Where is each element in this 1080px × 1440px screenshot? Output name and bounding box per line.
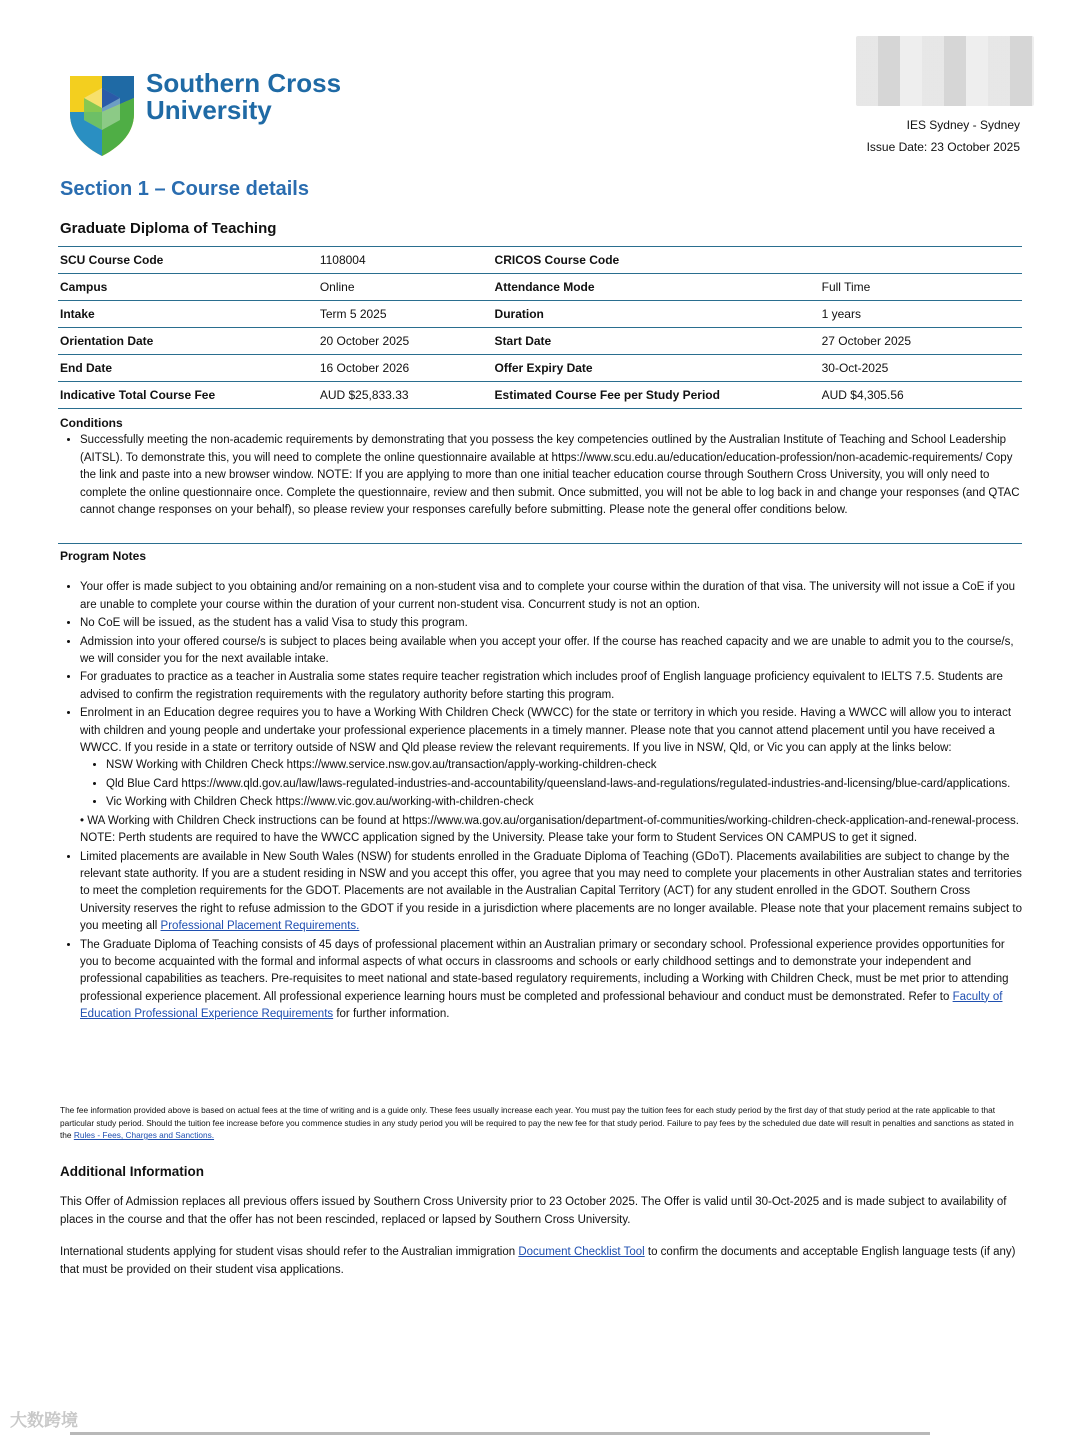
program-notes-title: Program Notes (60, 549, 147, 563)
additional-info-title: Additional Information (60, 1164, 204, 1179)
detail-value: 20 October 2025 (318, 328, 493, 355)
visa-info-text-end: to confirm the documents and acceptable English language tests (if any) that must be provided on their student visa applications. (60, 1246, 1016, 1276)
detail-value: 16 October 2026 (318, 355, 493, 382)
list-item (80, 937, 1022, 1024)
list-item (80, 705, 1022, 847)
conditions-section (60, 415, 1022, 520)
watermark: 大数跨境 (10, 1411, 78, 1430)
section-divider (58, 543, 1022, 544)
section-title: Section 1 – Course details (60, 178, 309, 200)
fee-disclaimer (60, 1104, 1020, 1142)
program-notes-list (60, 579, 1022, 1023)
conditions-list (60, 432, 1022, 519)
list-item: • NSW Working with Children Check https://www.service.nsw.gov.au/transaction/apply-working-children-check (106, 757, 1022, 774)
university-name-line1: Southern Cross (146, 68, 342, 98)
fee-disclaimer-text: The fee information provided above is based on actual fees at the time of writing and is a guide only. These fees usually increase each year. You must pay the tuition fees for each study period by the first day of that study period at the rate applicable to that particular study period. Should the tuition fee increase before you commence studies in any study period you will be required to pay the new fee for that study period. Failure to pay fees by the scheduled due date will result in penalties and sanctions as stated in the (60, 1105, 1014, 1140)
table-row (58, 247, 1022, 274)
document-checklist-link[interactable]: Document Checklist Tool (518, 1246, 645, 1258)
list-item: • For graduates to practice as a teacher in Australia some states require teacher registration which includes proof of English language proficiency equivalent to IELTS 7.5. Students are advised to confirm the registration requirements with the regulatory authority before starting this program. (80, 669, 1022, 704)
detail-label: Offer Expiry Date (493, 355, 820, 382)
fees-rules-link[interactable]: Rules - Fees, Charges and Sanctions. (73, 1130, 215, 1140)
detail-value: AUD $4,305.56 (820, 382, 1022, 409)
table-row (58, 301, 1022, 328)
visa-info-text: International students applying for student visas should refer to the Australian immigration (60, 1246, 519, 1258)
list-item: • Qld Blue Card https://www.qld.gov.au/law/laws-regulated-industries-and-accountability/queensland-laws-and-regulations/regulated-industries-and-licensing/blue-card/applications. (106, 776, 1022, 793)
detail-label: Attendance Mode (493, 274, 820, 301)
program-notes-section (60, 548, 1022, 1025)
detail-label: CRICOS Course Code (493, 247, 820, 274)
list-item: • Successfully meeting the non-academic requirements by demonstrating that you possess the key competencies outlined by the Australian Institute of Teaching and School Leadership (AITSL). To demonstrate this, you will need to complete the online questionnaire available at https://www.scu.edu.au/education/education-profession/non-academic-requirements/ Copy the link and paste into a new browser window. NOTE: If you are applying to more than one initial teacher education course through Southern Cross University, you will only need to complete the online questionnaire once. Complete the questionnaire, review and then submit. Once submitted, you will not be able to log back in and change your responses (and QTAC cannot change responses on your behalf), so please review your responses carefully before submitting. Please note the general offer conditions below. (80, 432, 1022, 519)
university-name-line2: University (146, 95, 272, 125)
detail-value: AUD $25,833.33 (318, 382, 493, 409)
wwcc-text: Enrolment in an Education degree requires you to have a Working With Children Check (WWCC) for the state or territory in which you reside. Having a WWCC will allow you to interact with children and young people and undertake your professional experience placements in a timely manner. Please note that you cannot attend placement until you have received a WWCC. If you reside in a state or territory outside of NSW and Qld please review the relevant requirements. If you live in NSW, Qld, or Vic you can apply at the links below: (80, 707, 1012, 755)
list-item: • Admission into your offered course/s is subject to places being available when you accept your offer. If the course has reached capacity and we are unable to admit you to the course/s, we will consider you for the next available intake. (80, 634, 1022, 669)
campus-location: IES Sydney - Sydney (906, 118, 1020, 132)
detail-label: Campus (58, 274, 318, 301)
table-row (58, 382, 1022, 409)
detail-label: Estimated Course Fee per Study Period (493, 382, 820, 409)
footer-line (70, 1432, 930, 1435)
list-item: • Vic Working with Children Check https://www.vic.gov.au/working-with-children-check (106, 794, 1022, 811)
table-row (58, 355, 1022, 382)
additional-info-paragraph: This Offer of Admission replaces all previous offers issued by Southern Cross University prior to 23 October 2025. The Offer is valid until 30-Oct-2025 and is made subject to availability of places in the course and that the offer has not been rescinded, replaced or lapsed by Southern Cross University. (60, 1196, 1007, 1226)
issue-date: Issue Date: 23 October 2025 (866, 140, 1020, 154)
detail-label: SCU Course Code (58, 247, 318, 274)
detail-label: Intake (58, 301, 318, 328)
header-info (867, 114, 1020, 158)
course-details-table (58, 246, 1022, 409)
course-title: Graduate Diploma of Teaching (60, 220, 277, 237)
detail-label: Orientation Date (58, 328, 318, 355)
placement-days-text: The Graduate Diploma of Teaching consists of 45 days of professional placement within an Australian primary or secondary school. Professional experience provides opportunities for you to become acquainted with the formal and informal aspects of what occurs in classrooms and schools or early childhood settings and to demonstrate your independent and professional capabilities as teachers. Pre-requisites to meet national and state-based regulatory requirements, including a Working with Children Check, must be met prior to attending professional experience placement. All professional experience learning hours must be completed and professional behaviour and conduct must be demonstrated. Refer to (80, 938, 1009, 1003)
placements-text: Limited placements are available in New South Wales (NSW) for students enrolled in the Graduate Diploma of Teaching (GDoT). Placements availabilities are subject to change by the relevant state authority. If you are a student residing in NSW and you accept this offer, you agree that you may need to complete your placements in other Australian states and territories to meet the completion requirements for the GDOT. Placements are not available in the Australian Capital Territory (ACT) for any student enrolled in the GDOT. Southern Cross University reserves the right to refuse admission to the GDOT if you reside in a jurisdiction where placements are no longer available. Please note that your placement remains subject to you meeting all (80, 850, 1022, 933)
wwcc-links-list (80, 757, 1022, 811)
table-row (58, 274, 1022, 301)
detail-value: Full Time (820, 274, 1022, 301)
university-shield-logo-icon (66, 68, 138, 156)
visa-info-paragraph (60, 1244, 1022, 1279)
faculty-experience-requirements-link[interactable]: Faculty of Education Professional Experience Requirements (80, 990, 1003, 1021)
professional-placement-requirements-link[interactable]: Professional Placement Requirements. (160, 920, 360, 933)
detail-value: 30-Oct-2025 (820, 355, 1022, 382)
detail-value: 27 October 2025 (820, 328, 1022, 355)
list-item: • No CoE will be issued, as the student has a valid Visa to study this program. (80, 615, 1022, 632)
redacted-area (856, 36, 1034, 106)
list-item (80, 849, 1022, 936)
detail-value (820, 247, 1022, 274)
list-item: • Your offer is made subject to you obtaining and/or remaining on a non-student visa and to complete your course within the duration of that visa. The university will not issue a CoE if you are unable to complete your course within the duration of your current non-student visa. Concurrent study is not an option. (80, 579, 1022, 614)
table-row (58, 328, 1022, 355)
detail-value: Term 5 2025 (318, 301, 493, 328)
wa-note: • WA Working with Children Check instructions can be found at https://www.wa.gov.au/organisation/department-of-communities/working-children-check-application-and-renewal-process. NOTE: Perth students are required to have the WWCC application signed by the University. Please take your form to Student Services ON CAMPUS to get it signed. (80, 814, 1019, 845)
placement-days-text-end: for further information. (333, 1008, 450, 1021)
detail-value: 1 years (820, 301, 1022, 328)
detail-label: Duration (493, 301, 820, 328)
detail-value: 1108004 (318, 247, 493, 274)
detail-label: Indicative Total Course Fee (58, 382, 318, 409)
detail-label: Start Date (493, 328, 820, 355)
detail-value: Online (318, 274, 493, 301)
university-name (146, 70, 341, 124)
detail-label: End Date (58, 355, 318, 382)
conditions-title: Conditions (60, 416, 123, 430)
